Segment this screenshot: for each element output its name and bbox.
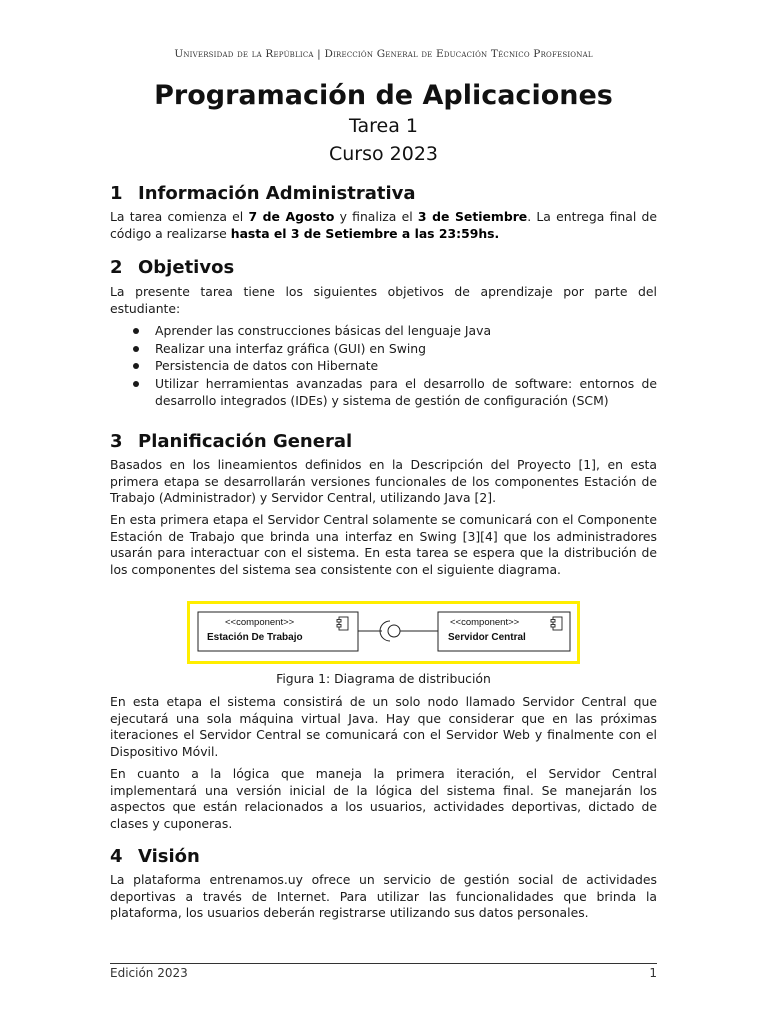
list-item — [110, 340, 657, 358]
paragraph-planning-4: En cuanto a la lógica que maneja la primera iteración, el Servidor Central implementará una versión inicial de la lógica del sistema final. Se manejarán los aspectos que están relacionados a los usuarios, actividades deportivas, dictado de clases y cuponeras. — [110, 766, 657, 831]
section-number: 2 — [110, 257, 123, 278]
component-icon — [551, 617, 562, 630]
paragraph-admin-info — [110, 209, 657, 242]
list-item — [110, 375, 657, 410]
deadline: hasta el 3 de Setiembre a las 23:59hs. — [230, 225, 500, 241]
list-item-text: Persistencia de datos con Hibernate — [155, 358, 379, 373]
text-run: La tarea comienza el — [110, 209, 249, 224]
section-title: Objetivos — [138, 257, 235, 278]
section-heading-1 — [110, 183, 416, 204]
footer-divider — [110, 963, 657, 964]
start-date: 7 de Agosto — [248, 209, 335, 224]
bullet-icon — [133, 381, 139, 387]
section-heading-4 — [110, 846, 200, 867]
list-item — [110, 357, 657, 375]
institution-header: Universidad de la República | Dirección General de Educación Técnico Profesional — [174, 48, 593, 60]
section-title: Visión — [138, 846, 200, 867]
document-subtitle-task: Tarea 1 — [349, 115, 418, 137]
text-run: . La entrega final de código a realizarse — [110, 209, 657, 241]
section-heading-3 — [110, 431, 352, 452]
section-number: 1 — [110, 183, 123, 204]
left-stereotype: <<component>> — [225, 617, 295, 628]
section-number: 4 — [110, 846, 123, 867]
component-icon — [337, 617, 348, 630]
text-run: y finaliza el — [334, 209, 418, 224]
document-subtitle-course: Curso 2023 — [328, 143, 439, 165]
bullet-icon — [133, 328, 139, 334]
section-number: 3 — [110, 431, 123, 452]
distribution-diagram — [187, 601, 580, 664]
bullet-icon — [133, 346, 139, 352]
objectives-list — [110, 322, 657, 410]
provided-interface-ball — [388, 625, 400, 637]
figure-caption: Figura 1: Diagrama de distribución — [276, 671, 491, 686]
paragraph-objectives-intro: La presente tarea tiene los siguientes objetivos de aprendizaje por parte del estudiante: — [110, 284, 657, 316]
list-item-text: Aprender las construcciones básicas del lenguaje Java — [155, 323, 492, 338]
paragraph-planning-2: En esta primera etapa el Servidor Central solamente se comunicará con el Componente Estación de Trabajo que brinda una interfaz en Swing [3][4] que los administradores usarán para interactuar con el sistema. En esta tarea se espera que la distribución de los componentes del sistema sea consistente con el siguiente diagrama. — [110, 512, 657, 577]
document-page — [110, 0, 657, 1024]
end-date: 3 de Setiembre — [417, 209, 528, 224]
list-item-text: Realizar una interfaz gráfica (GUI) en Swing — [155, 340, 426, 356]
right-component-name: Servidor Central — [448, 632, 526, 643]
diagram-svg — [190, 604, 577, 661]
bullet-icon — [133, 363, 139, 369]
left-component-name: Estación De Trabajo — [207, 632, 303, 643]
right-stereotype: <<component>> — [450, 617, 520, 628]
footer-edition: Edición 2023 — [110, 966, 188, 980]
document-title: Programación de Aplicaciones — [154, 80, 613, 111]
page-number: 1 — [649, 966, 657, 980]
paragraph-planning-1: Basados en los lineamientos definidos en la Descripción del Proyecto [1], en esta primera etapa se desarrollarán versiones funcionales de los componentes Estación de Trabajo (Administrador) y Servidor Central, utilizando Java [2]. — [110, 457, 657, 506]
paragraph-vision: La plataforma entrenamos.uy ofrece un servicio de gestión social de actividades deportivas a través de Internet. Para utilizar las funcionalidades que brinda la plataforma, los usuarios deberán registrarse utilizando sus datos personales. — [110, 872, 657, 921]
section-title: Información Administrativa — [138, 183, 416, 204]
section-title: Planificación General — [138, 431, 353, 452]
list-item-text: Utilizar herramientas avanzadas para el desarrollo de software: entornos de desarrollo integrados (IDEs) y sistema de gestión de configuración (SCM) — [155, 375, 657, 408]
paragraph-planning-3: En esta etapa el sistema consistirá de un solo nodo llamado Servidor Central que ejecutará una sola máquina virtual Java. Hay que considerar que en las próximas iteraciones el Servidor Central se comunicará con el Servidor Web y finalmente con el Dispositivo Móvil. — [110, 694, 657, 759]
section-heading-2 — [110, 257, 234, 278]
list-item — [110, 322, 657, 340]
